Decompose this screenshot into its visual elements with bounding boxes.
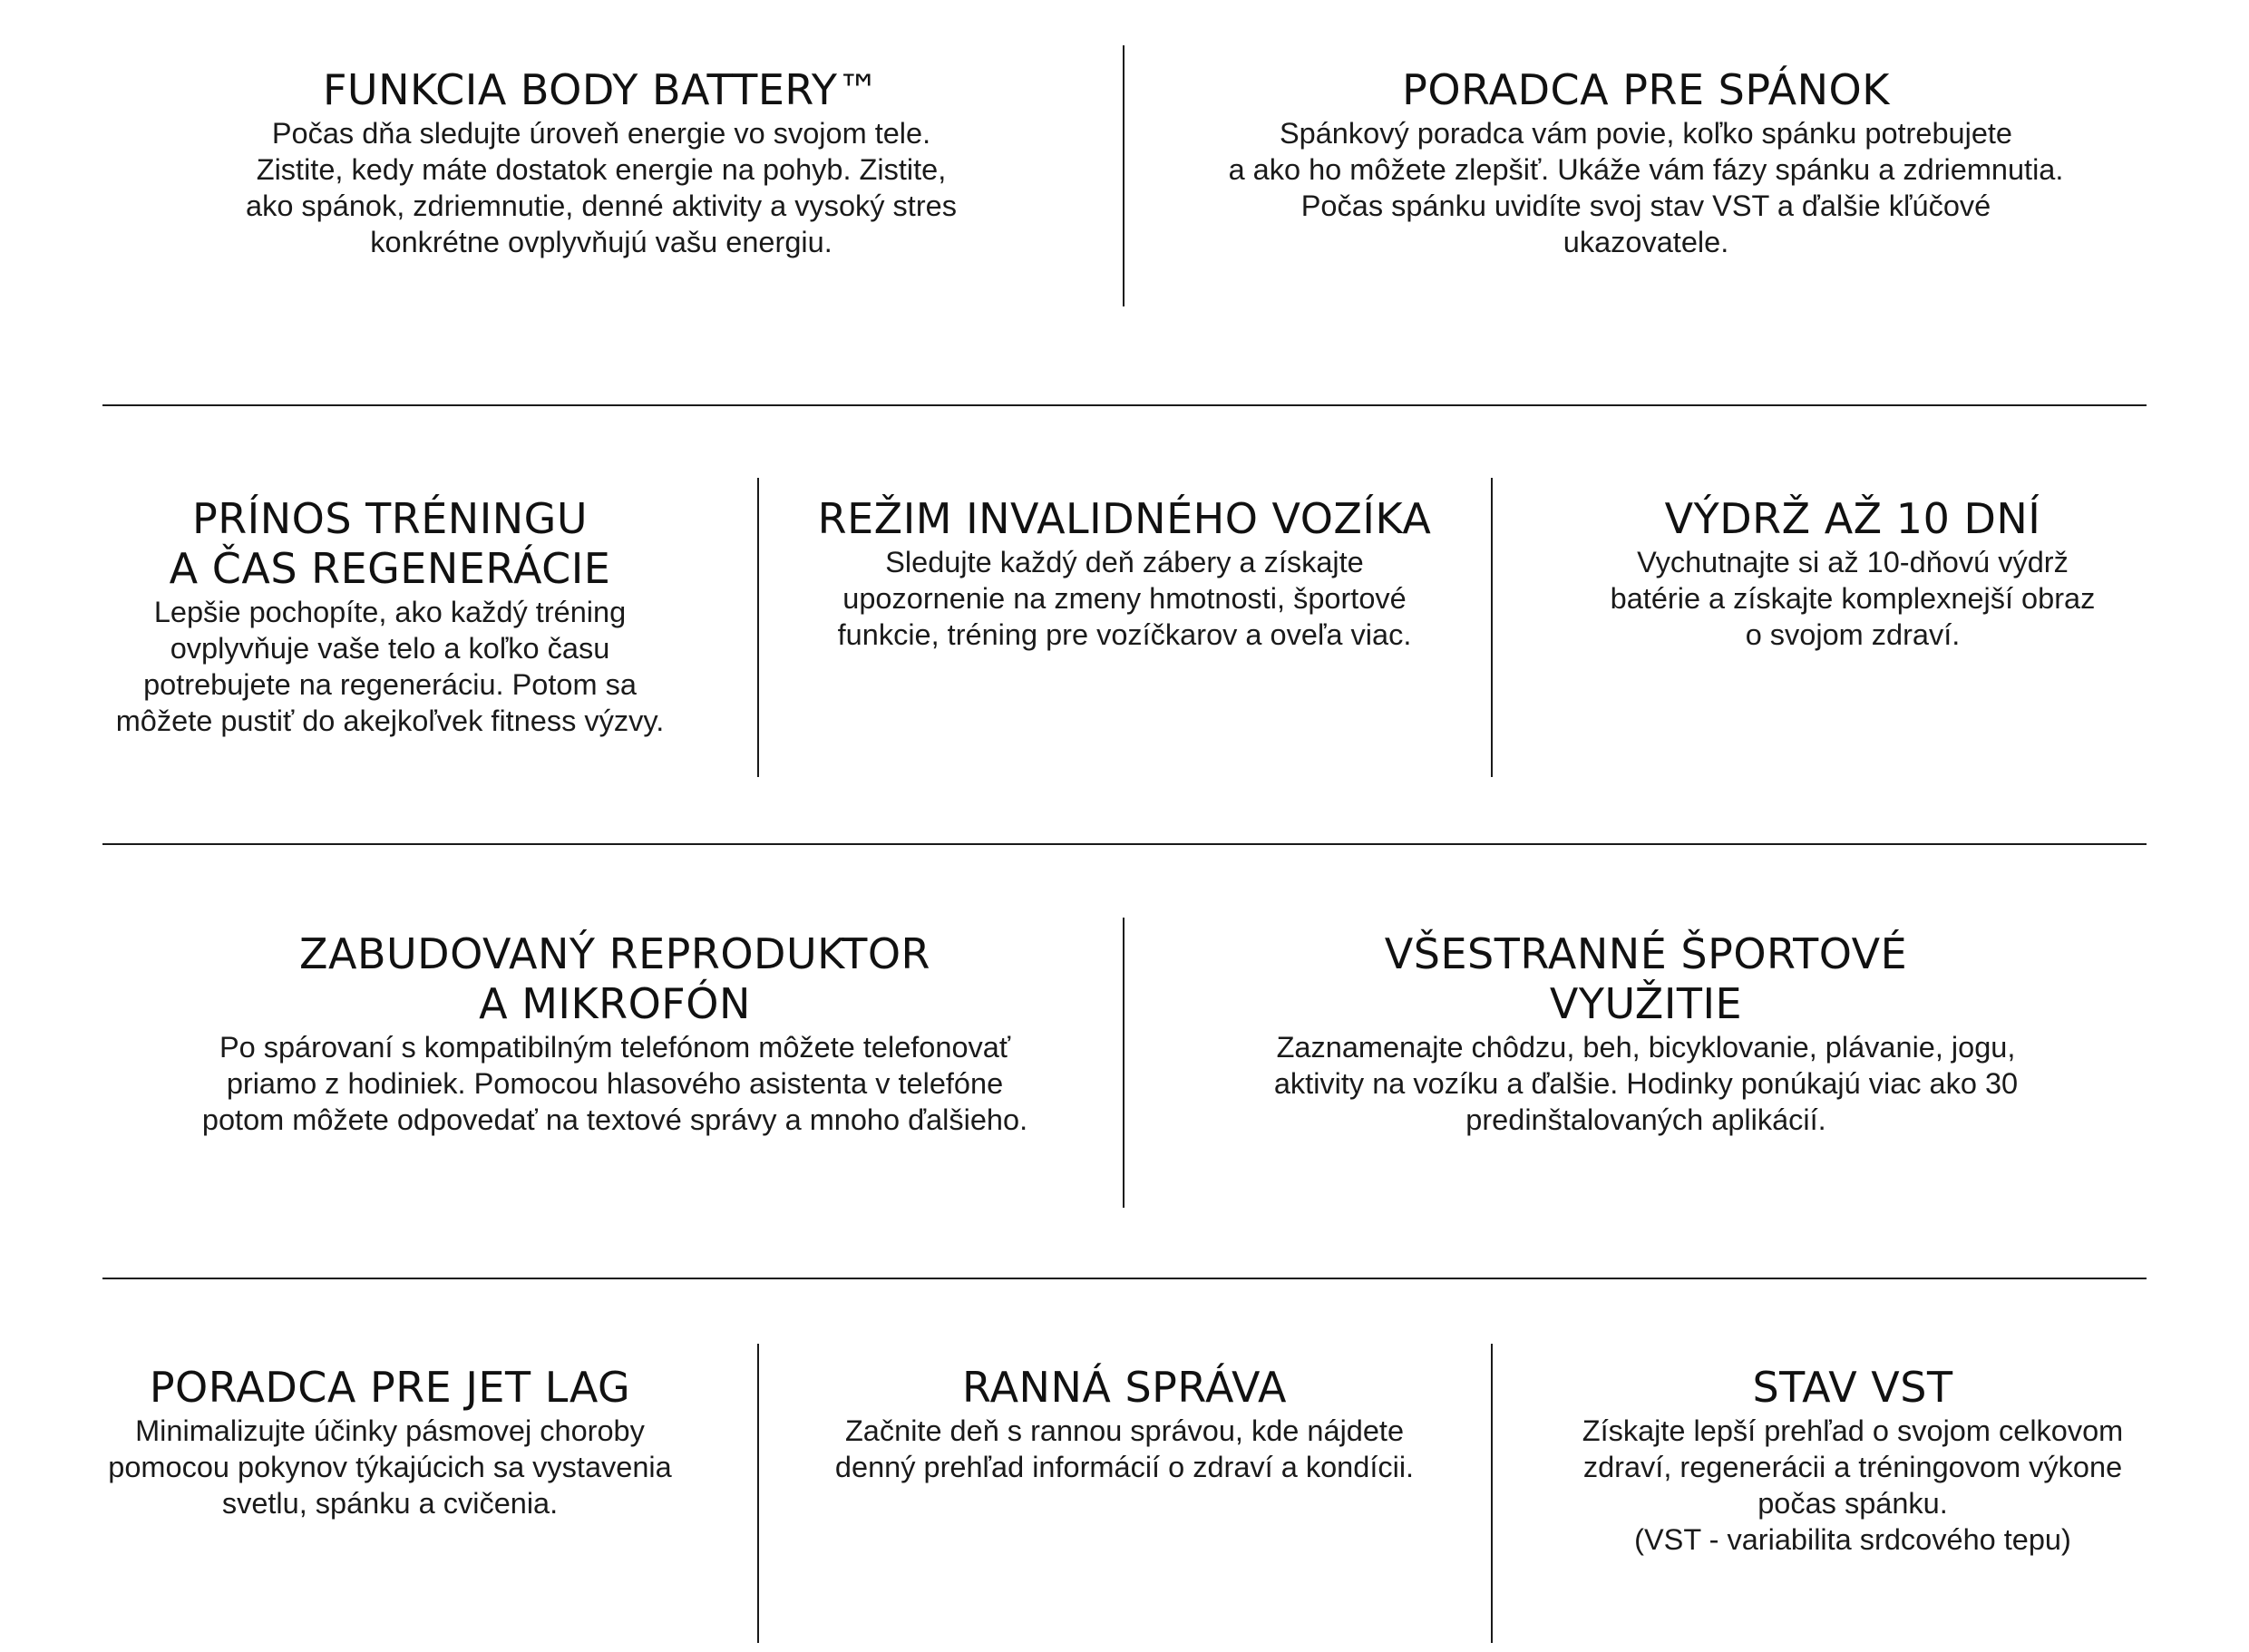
feature-jet-lag-advisor <box>91 1363 689 1521</box>
feature-hrv-status <box>1513 1363 2193 1558</box>
feature-title: PORADCA PRE JET LAG <box>149 1363 631 1412</box>
feature-description: Spánkový poradca vám povie, koľko spánku potrebujete a ako ho môžete zlepšiť. Ukáže vám fázy spánku a zdriemnutia. Počas spánku uvidíte svoj stav VST a ďalšie kľúčové ukazovatele. <box>1228 117 2064 258</box>
feature-sleep-coach <box>1147 65 2145 260</box>
feature-title: PRÍNOS TRÉNINGU A ČAS REGENERÁCIE <box>169 494 611 593</box>
feature-description: Začnite deň s rannou správou, kde nájdete denný prehľad informácií o zdraví a kondícii. <box>834 1414 1415 1483</box>
feature-description: Minimalizujte účinky pásmovej choroby pomocou pokynov týkajúcich sa vystavenia svetlu, spánku a cvičenia. <box>108 1414 672 1520</box>
feature-body-battery <box>102 65 1100 260</box>
feature-title: RANNÁ SPRÁVA <box>961 1363 1288 1412</box>
row-divider-2 <box>102 843 2147 845</box>
column-divider <box>1491 478 1493 777</box>
feature-description: Vychutnajte si až 10-dňovú výdrž batérie a získajte komplexnejší obraz o svojom zdraví. <box>1610 546 2096 651</box>
feature-title: FUNKCIA BODY BATTERY™ <box>322 65 881 114</box>
feature-title: STAV VST <box>1752 1363 1953 1412</box>
feature-description: Sledujte každý deň zábery a získajte upozornenie na zmeny hmotnosti, športové funkcie, tréning pre vozíčkarov a oveľa viac. <box>837 546 1412 651</box>
feature-battery-life <box>1513 494 2193 653</box>
feature-description: Lepšie pochopíte, ako každý tréning ovplyvňuje vaše telo a koľko času potrebujete na regeneráciu. Potom sa môžete pustiť do akejkoľvek fitness výzvy. <box>115 596 665 737</box>
feature-title: PORADCA PRE SPÁNOK <box>1402 65 1890 114</box>
feature-description: Po spárovaní s kompatibilným telefónom môžete telefonovať priamo z hodiniek. Pomocou hlasového asistenta v telefóne potom môžete odpovedať na textové správy a mnoho ďalšieho. <box>201 1031 1028 1136</box>
feature-training-effect <box>91 494 689 739</box>
feature-morning-report <box>780 1363 1469 1485</box>
feature-speaker-microphone <box>102 929 1127 1138</box>
feature-title: ZABUDOVANÝ REPRODUKTOR A MIKROFÓN <box>298 929 931 1028</box>
feature-title: REŽIM INVALIDNÉHO VOZÍKA <box>817 494 1432 543</box>
feature-description: Počas dňa sledujte úroveň energie vo svojom tele. Zistite, kedy máte dostatok energie na pohyb. Zistite, ako spánok, zdriemnutie, denné aktivity a vysoký stres konkrétne ovplyvňujú vašu energiu. <box>246 117 957 258</box>
column-divider <box>1123 45 1124 306</box>
feature-title: VÝDRŽ AŽ 10 DNÍ <box>1664 494 2041 543</box>
column-divider <box>757 478 759 777</box>
row-divider-3 <box>102 1278 2147 1279</box>
feature-wheelchair-mode <box>780 494 1469 653</box>
column-divider <box>1491 1344 1493 1643</box>
row-divider-1 <box>102 404 2147 406</box>
feature-sports-apps <box>1147 929 2145 1138</box>
feature-title: VŠESTRANNÉ ŠPORTOVÉ VYUŽITIE <box>1384 929 1908 1028</box>
feature-description: Získajte lepší prehľad o svojom celkovom zdraví, regenerácii a tréningovom výkone počas spánku. (VST - variabilita srdcového tepu) <box>1582 1414 2124 1556</box>
feature-description: Zaznamenajte chôdzu, beh, bicyklovanie, plávanie, jogu, aktivity na vozíku a ďalšie. Hodinky ponúkajú viac ako 30 predinštalovaných aplikácií. <box>1273 1031 2019 1136</box>
column-divider <box>757 1344 759 1643</box>
